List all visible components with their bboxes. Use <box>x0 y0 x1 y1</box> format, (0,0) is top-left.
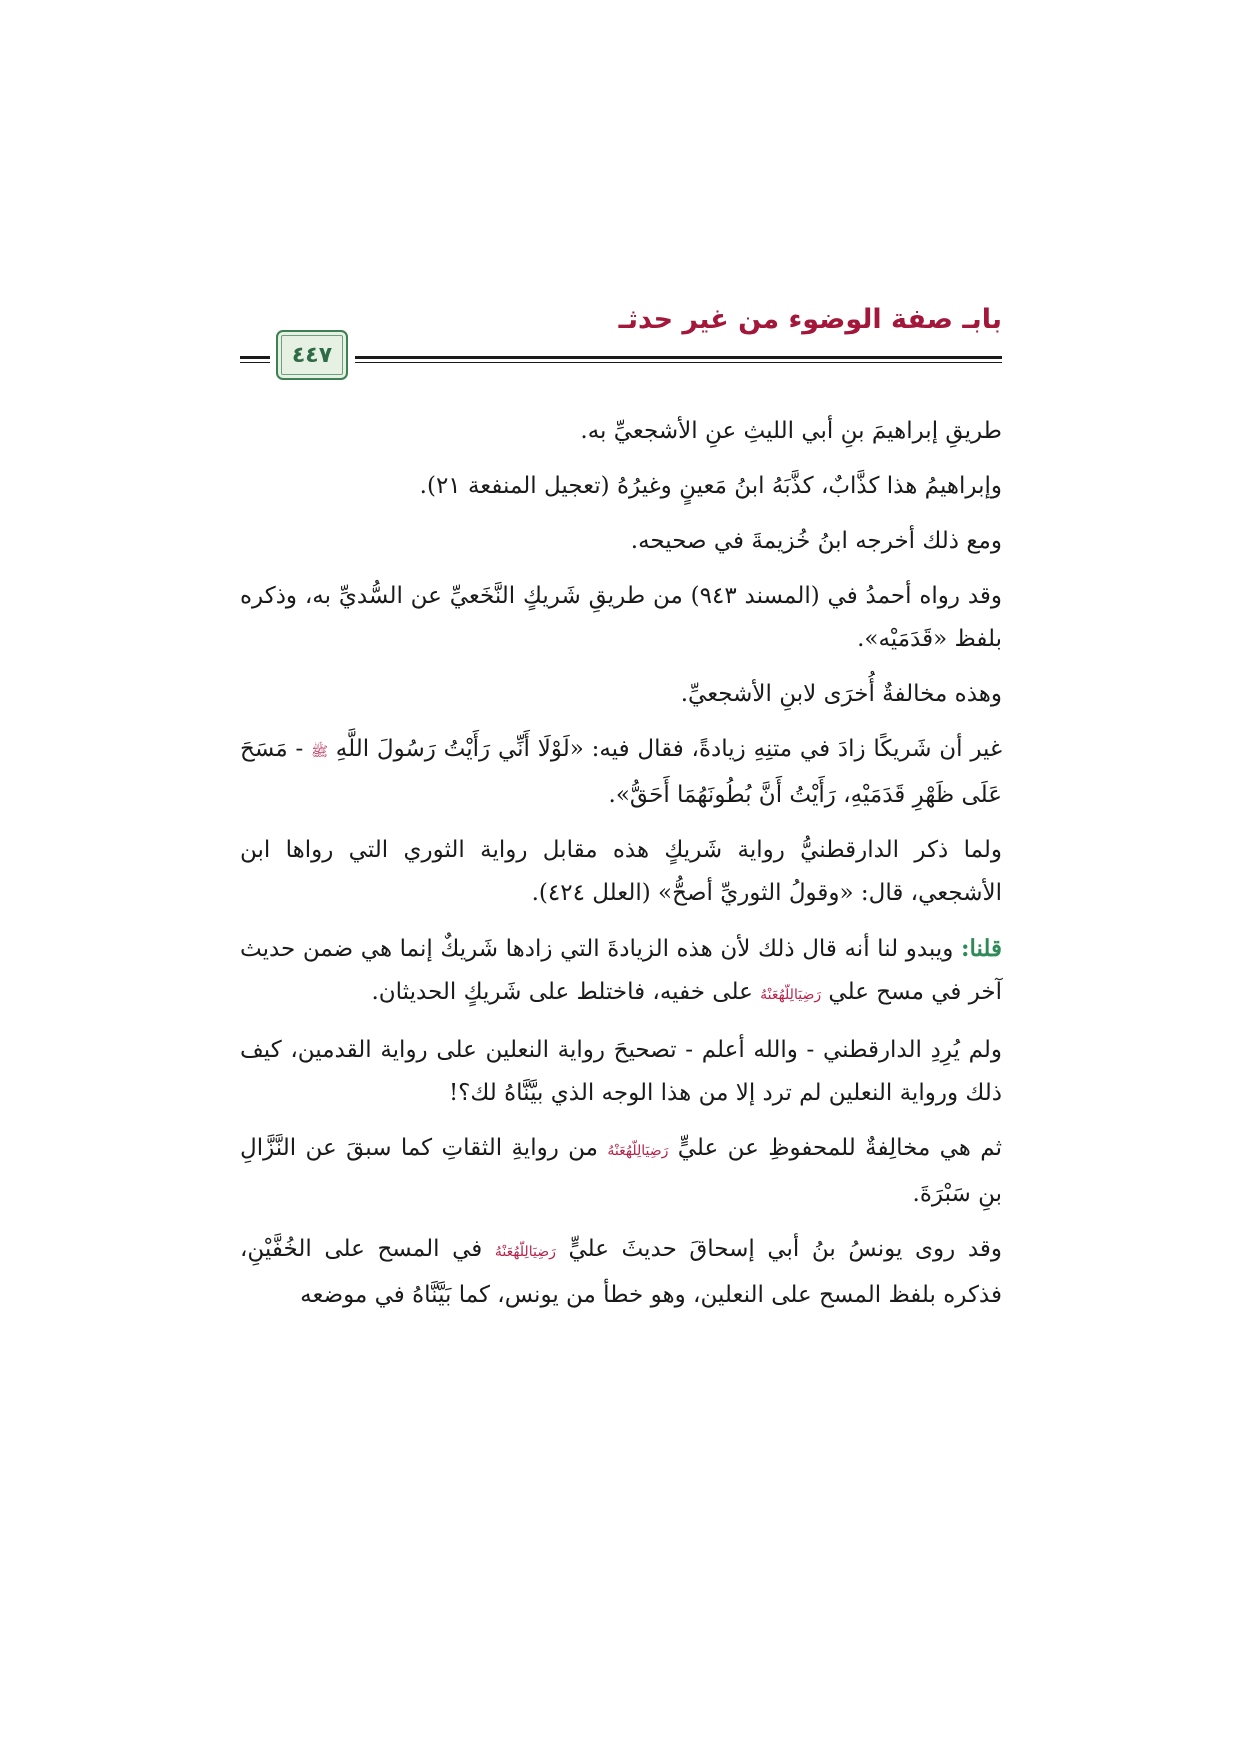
paragraph-8 <box>240 927 1002 1017</box>
paragraph-4 <box>240 575 1002 661</box>
paragraph-text: في المسح على الخُفَّيْنِ، فذكره بلفظ المسح على النعلين، وهو خطأ من يونس، كما بَيَّنَّاهُ في موضعه <box>240 1236 1002 1308</box>
paragraph-text: - مَسَحَ عَلَى ظَهْرِ قَدَمَيْهِ، رَأَيْتُ أَنَّ بُطُونَهُمَا أَحَقُّ». <box>240 736 1002 808</box>
lead-word: قلنا: <box>960 935 1003 962</box>
paragraph-text: وإبراهيمُ هذا كذَّابٌ، كذَّبَهُ ابنُ مَعينٍ وغيرُهُ (تعجيل المنفعة ٢١). <box>419 473 1002 499</box>
paragraph-2 <box>240 465 1002 508</box>
paragraph-9 <box>240 1029 1002 1115</box>
page-header <box>240 300 1002 390</box>
sallallah-honorific: ﷺ <box>311 744 328 760</box>
paragraph-1 <box>240 410 1002 453</box>
header-rule-right <box>355 356 1002 363</box>
paragraph-text: غير أن شَريكًا زادَ في متنِهِ زيادةً، فقال فيه: «لَوْلَا أَنِّي رَأَيْتُ رَسُولَ اللَّهِ <box>335 736 1002 762</box>
paragraph-text: ومع ذلك أخرجه ابنُ خُزيمةَ في صحيحه. <box>630 528 1002 554</box>
page-number-badge <box>276 330 348 380</box>
paragraph-text: وهذه مخالفةٌ أُخرَى لابنِ الأشجعيِّ. <box>680 681 1002 707</box>
paragraph-5 <box>240 673 1002 716</box>
paragraph-text: من روايةِ الثقاتِ كما سبقَ عن النَّزَّالِ بنِ سَبْرَةَ. <box>240 1135 1002 1207</box>
body-text <box>240 410 1002 1329</box>
paragraph-text: وقد روى يونسُ بنُ أبي إسحاقَ حديثَ عليٍّ <box>568 1236 1002 1262</box>
radiallah-honorific: رَضِيَالِلّهُعَنْهُ <box>760 987 822 1003</box>
paragraph-7 <box>240 829 1002 915</box>
paragraph-6 <box>240 728 1002 817</box>
paragraph-text: ثم هي مخالِفةٌ للمحفوظِ عن عليٍّ <box>677 1135 1003 1161</box>
paragraph-text: طريقِ إبراهيمَ بنِ أبي الليثِ عنِ الأشجعيِّ به. <box>580 418 1002 444</box>
paragraph-text: ولما ذكر الدارقطنيُّ رواية شَريكٍ هذه مقابل رواية الثوري التي رواها ابن الأشجعي، قال: «وقولُ الثوريِّ أصحُّ» (العلل ٤٢٤). <box>240 837 1002 906</box>
paragraph-10 <box>240 1127 1002 1216</box>
paragraph-text: ولم يُرِدِ الدارقطني - والله أعلم - تصحيحَ رواية النعلين على رواية القدمين، كيف ذلك ورواية النعلين لم ترد إلا من هذا الوجه الذي بيَّنَّاهُ لك؟! <box>240 1037 1002 1106</box>
paragraph-3 <box>240 520 1002 563</box>
paragraph-text: وقد رواه أحمدُ في (المسند ٩٤٣) من طريقِ شَريكٍ النَّخَعيِّ عن السُّديِّ به، وذكره بلفظ «قَدَمَيْه». <box>240 583 1002 652</box>
radiallah-honorific: رَضِيَالِلّهُعَنْهُ <box>607 1143 669 1159</box>
chapter-title: بابـ صفة الوضوء من غير حدثـ <box>618 304 1002 335</box>
radiallah-honorific: رَضِيَالِلّهُعَنْهُ <box>494 1244 556 1260</box>
page-number: ٤٤٧ <box>291 342 333 368</box>
paragraph-text: على خفيه، فاختلط على شَريكٍ الحديثان. <box>371 979 753 1005</box>
paragraph-text: ويبدو لنا أنه قال ذلك لأن هذه الزيادةَ التي زادها شَريكٌ إنما هي ضمن حديث آخر في مسح علي <box>240 936 1002 1005</box>
header-rule-left <box>240 356 270 363</box>
paragraph-11 <box>240 1228 1002 1317</box>
